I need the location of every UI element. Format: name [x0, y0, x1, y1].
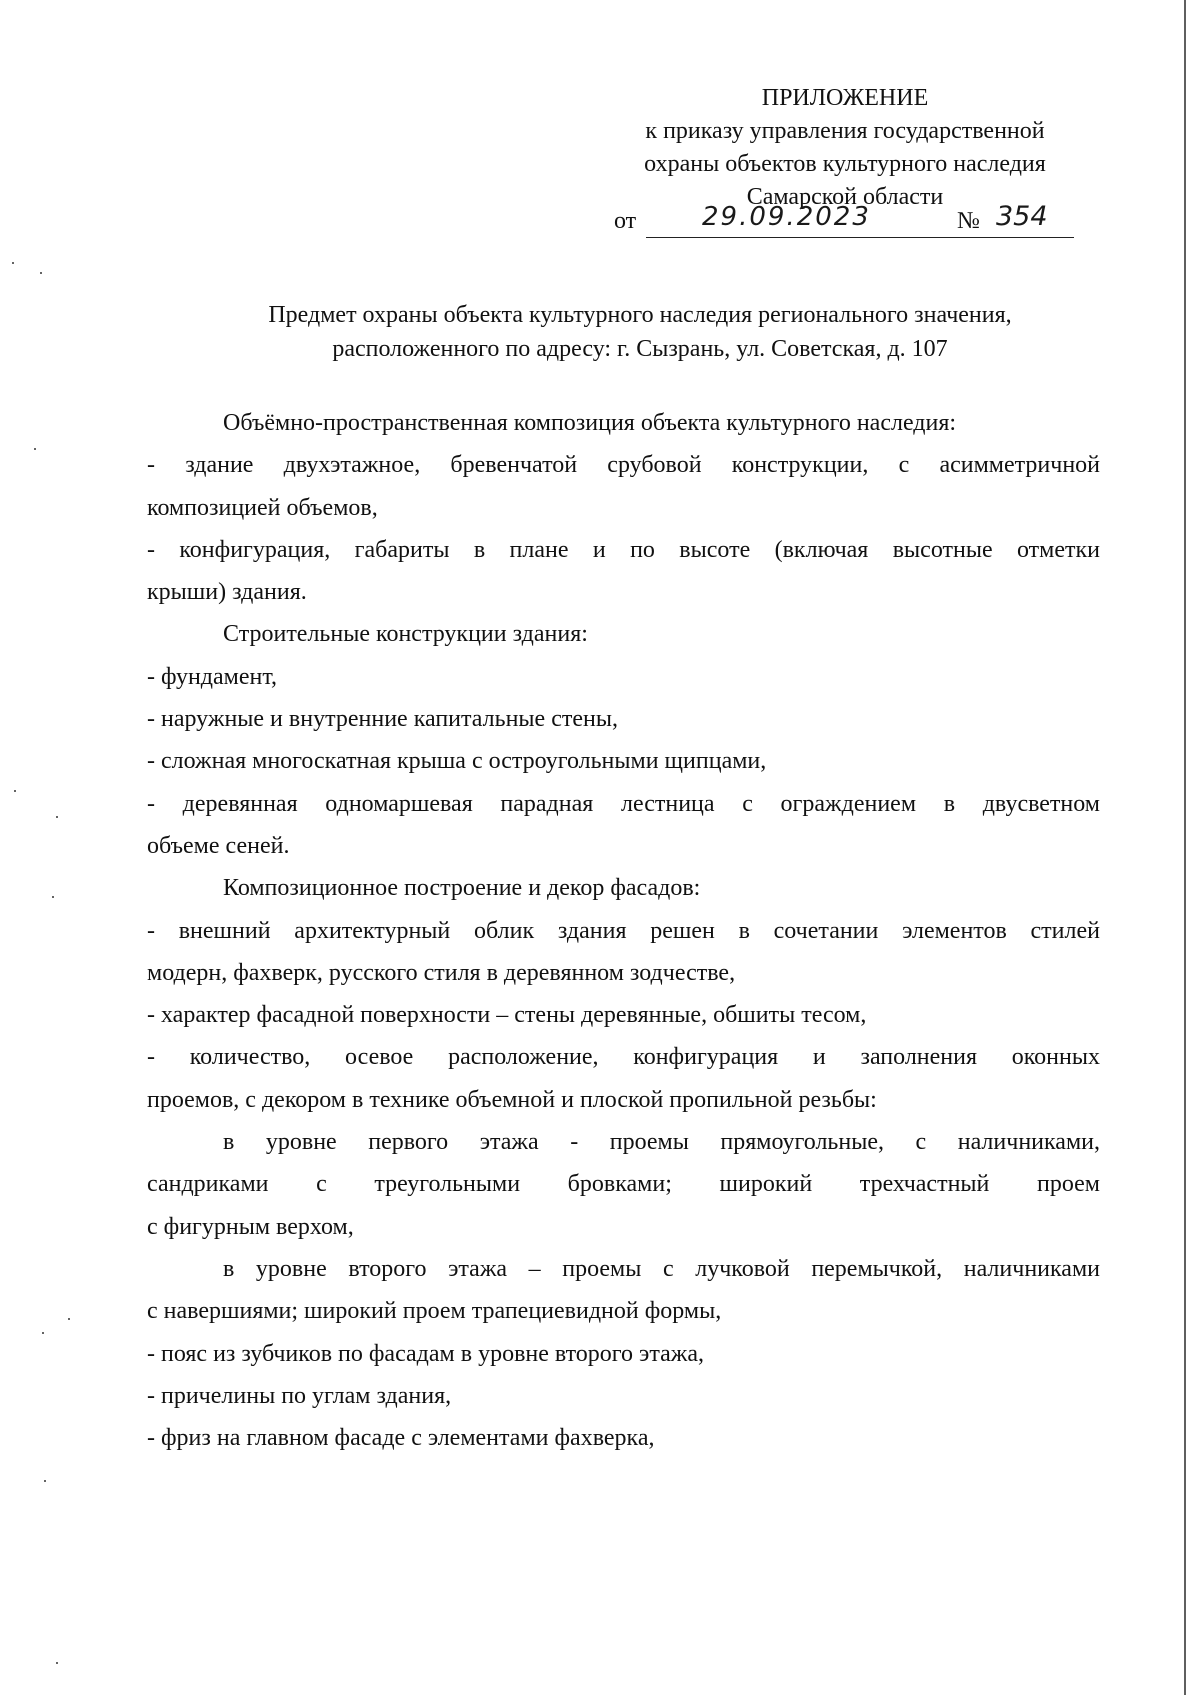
scan-speck: [40, 272, 42, 274]
list-item: - сложная многоскатная крыша с остроугольными щипцами,: [147, 748, 767, 775]
document-title: [140, 298, 1140, 366]
handwritten-date: 29.09.2023: [702, 202, 871, 232]
list-item: - фриз на главном фасаде с элементами фахверка,: [147, 1425, 655, 1452]
scan-speck: [12, 262, 14, 264]
list-item: - характер фасадной поверхности – стены деревянные, обшиты тесом,: [147, 1002, 867, 1029]
paragraph-line: модерн, фахверк, русского стиля в деревянном зодчестве,: [147, 959, 736, 986]
from-label: от: [614, 208, 637, 234]
list-item: - пояс из зубчиков по фасадам в уровне второго этажа,: [147, 1340, 705, 1367]
signature-underline: [646, 237, 1074, 238]
scan-speck: [42, 1332, 44, 1334]
scan-border: [1184, 0, 1186, 1695]
list-item: - наружные и внутренние капитальные стены,: [147, 706, 618, 733]
scan-speck: [56, 816, 58, 818]
list-item: - внешний архитектурный облик здания решен в сочетании элементов стилей: [147, 917, 1100, 944]
paragraph-line: объеме сеней.: [147, 832, 290, 859]
paragraph-line: сандриками с треугольными бровками; широкий трехчастный проем: [147, 1171, 1100, 1198]
paragraph-line: с фигурным верхом,: [147, 1213, 354, 1240]
paragraph-line: - конфигурация, габариты в плане и по высоте (включая высотные отметки: [147, 536, 1100, 563]
list-item: - причелины по углам здания,: [147, 1382, 452, 1409]
scan-speck: [44, 1480, 46, 1482]
appendix-header: [600, 82, 1090, 214]
list-item: - количество, осевое расположение, конфигурация и заполнения оконных: [147, 1044, 1100, 1071]
paragraph-line: проемов, с декором в технике объемной и плоской пропильной резьбы:: [147, 1086, 877, 1113]
paragraph-line: - здание двухэтажное, бревенчатой срубовой конструкции, с асимметричной: [147, 452, 1100, 479]
handwritten-number: 354: [996, 201, 1048, 232]
title-line-1: Предмет охраны объекта культурного наследия регионального значения,: [268, 302, 1012, 328]
paragraph-line: в уровне первого этажа - проемы прямоугольные, с наличниками,: [223, 1129, 1100, 1156]
appendix-order-line: к приказу управления государственной: [645, 118, 1045, 144]
section-heading: Строительные конструкции здания:: [223, 621, 588, 648]
scan-speck: [14, 790, 16, 792]
section-heading: Композиционное построение и декор фасадов:: [223, 875, 701, 902]
paragraph-line: с навершиями; широкий проем трапециевидной формы,: [147, 1298, 722, 1325]
order-date-number: [614, 201, 1074, 242]
paragraph-line: в уровне второго этажа – проемы с лучковой перемычкой, наличниками: [223, 1255, 1100, 1282]
scan-speck: [52, 896, 54, 898]
number-label: №: [957, 208, 980, 234]
appendix-org-line: охраны объектов культурного наследия: [644, 151, 1046, 177]
list-item: - деревянная одномаршевая парадная лестница с ограждением в двусветном: [147, 790, 1100, 817]
title-line-2: расположенного по адресу: г. Сызрань, ул. Советская, д. 107: [332, 336, 948, 362]
appendix-heading: ПРИЛОЖЕНИЕ: [761, 85, 929, 111]
list-item: - фундамент,: [147, 663, 278, 690]
section-heading: Объёмно-пространственная композиция объекта культурного наследия:: [223, 410, 957, 436]
appendix-region-line: Самарской области: [746, 184, 944, 210]
scan-speck: [68, 1318, 70, 1320]
paragraph-line: композицией объемов,: [147, 494, 378, 521]
paragraph-line: крыши) здания.: [147, 579, 307, 606]
document-body: [147, 402, 1100, 1459]
scan-speck: [34, 448, 36, 450]
scan-speck: [56, 1662, 58, 1664]
